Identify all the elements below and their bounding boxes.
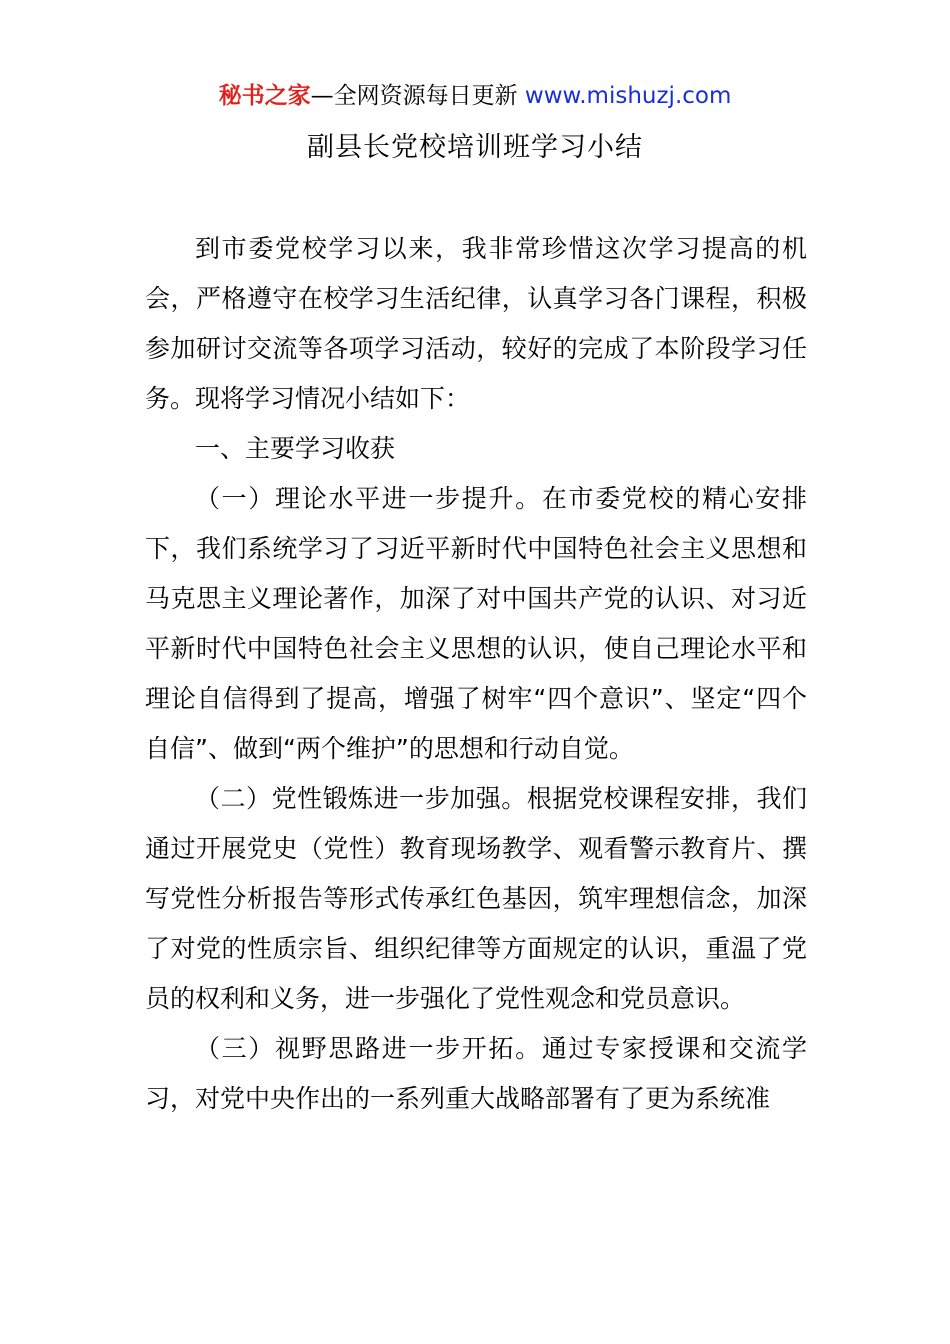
header-slogan: —全网资源每日更新 — [310, 83, 518, 109]
paragraph-intro: 到市委党校学习以来，我非常珍惜这次学习提高的机会，严格遵守在校学习生活纪律，认真学习各门课程，积极参加研讨交流等各项学习活动，较好的完成了本阶段学习任务。现将学习情况小结如下： — [145, 234, 807, 413]
section-heading: 一、主要学习收获 — [195, 434, 396, 463]
paragraph-party-spirit: （二）党性锻炼进一步加强。根据党校课程安排，我们通过开展党史（党性）教育现场教学、观看警示教育片、撰写党性分析报告等形式传承红色基因，筑牢理想信念，加深了对党的性质宗旨、组织纪律等方面规定的认识，重温了党员的权利和义务，进一步强化了党性观念和党员意识。 — [145, 784, 807, 1013]
brand-name: 秘书之家 — [218, 83, 311, 109]
paragraph-theory: （一）理论水平进一步提升。在市委党校的精心安排下，我们系统学习了习近平新时代中国特色社会主义思想和马克思主义理论著作，加深了对中国共产党的认识、对习近平新时代中国特色社会主义思想的认识，使自己理论水平和理论自信得到了提高，增强了树牢“四个意识”、坚定“四个自信”、做到“两个维护”的思想和行动自觉。 — [145, 484, 807, 763]
site-url-link[interactable]: www.mishuzj.com — [524, 83, 732, 109]
paragraph-vision: （三）视野思路进一步开拓。通过专家授课和交流学习，对党中央作出的一系列重大战略部署有了更为系统准 — [145, 1034, 807, 1113]
document-title: 副县长党校培训班学习小结 — [307, 132, 643, 163]
document-body — [145, 224, 807, 1124]
site-header — [0, 80, 950, 112]
